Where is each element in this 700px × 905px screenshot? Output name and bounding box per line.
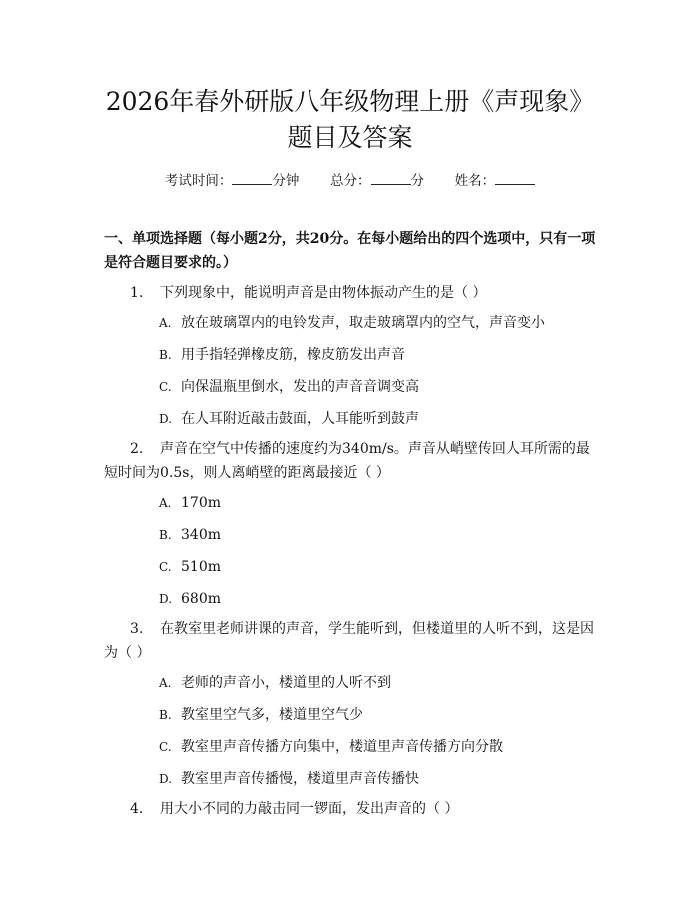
option-2a: [159, 493, 221, 513]
option-text: 用手指轻弹橡皮筋，橡皮筋发出声音: [181, 347, 405, 363]
document-title-line2: 题目及答案: [287, 123, 413, 152]
option-3c: [159, 737, 503, 757]
option-letter: D.: [159, 592, 173, 606]
option-text: 教室里空气多，楼道里空气少: [181, 707, 363, 723]
option-3d: [159, 769, 419, 789]
option-letter: A.: [159, 316, 172, 330]
name-label: 姓名：: [454, 173, 496, 189]
option-text: 向保温瓶里倒水，发出的声音音调变高: [181, 379, 419, 395]
option-1a: [159, 313, 545, 333]
document-title-line1: 2026年春外研版八年级物理上册《声现象》: [105, 87, 595, 116]
option-text: 680m: [181, 591, 221, 607]
question-text: 用大小不同的力敲击同一锣面，发出声音的（ ）: [160, 801, 459, 817]
exam-meta: [0, 169, 700, 189]
question-number: 4.: [130, 801, 144, 817]
option-2d: [159, 589, 221, 609]
question-text: 下列现象中，能说明声音是由物体振动产生的是（ ）: [160, 285, 487, 301]
option-text: 510m: [181, 559, 221, 575]
score-unit: 分: [410, 173, 424, 189]
option-text: 340m: [181, 527, 221, 543]
option-letter: A.: [159, 676, 172, 690]
option-letter: D.: [159, 772, 173, 786]
question-number: 2.: [130, 441, 144, 457]
option-letter: A.: [159, 496, 172, 510]
question-number: 3.: [130, 621, 144, 637]
section-title: 一、单项选择题（每小题2分，共20分。在每小题给出的四个选项中，只有一项是符合题目要求的。）: [104, 231, 596, 271]
question-2: [104, 437, 600, 485]
question-3: [104, 617, 600, 665]
option-letter: B.: [159, 528, 172, 542]
time-label: 考试时间：: [164, 173, 233, 189]
time-blank: [232, 172, 272, 185]
question-4: [104, 797, 600, 821]
question-number: 1.: [130, 285, 144, 301]
option-text: 老师的声音小，楼道里的人听不到: [181, 675, 391, 691]
option-3b: [159, 705, 363, 725]
option-text: 在人耳附近敲击鼓面，人耳能听到鼓声: [181, 411, 419, 427]
score-blank: [371, 172, 411, 185]
time-unit: 分钟: [272, 173, 300, 189]
option-text: 放在玻璃罩内的电铃发声，取走玻璃罩内的空气，声音变小: [181, 315, 545, 331]
question-text: 声音在空气中传播的速度约为340m/s。声音从峭壁传回人耳所需的最短时间为0.5s，则人离峭壁的距离最接近（ ）: [104, 441, 590, 481]
option-letter: D.: [159, 412, 173, 426]
option-letter: C.: [159, 560, 172, 574]
question-1: [104, 281, 600, 305]
option-text: 170m: [181, 495, 221, 511]
option-text: 教室里声音传播慢，楼道里声音传播快: [181, 771, 419, 787]
option-1c: [159, 377, 419, 397]
option-letter: B.: [159, 348, 172, 362]
option-text: 教室里声音传播方向集中，楼道里声音传播方向分散: [181, 739, 503, 755]
score-label: 总分：: [330, 173, 371, 189]
option-letter: B.: [159, 708, 172, 722]
option-1b: [159, 345, 405, 365]
option-2b: [159, 525, 221, 545]
question-text: 在教室里老师讲课的声音，学生能听到，但楼道里的人听不到，这是因为（ ）: [104, 621, 594, 661]
option-letter: C.: [159, 380, 172, 394]
name-blank: [495, 172, 535, 185]
option-3a: [159, 673, 391, 693]
option-letter: C.: [159, 740, 172, 754]
option-2c: [159, 557, 221, 577]
option-1d: [159, 409, 419, 429]
